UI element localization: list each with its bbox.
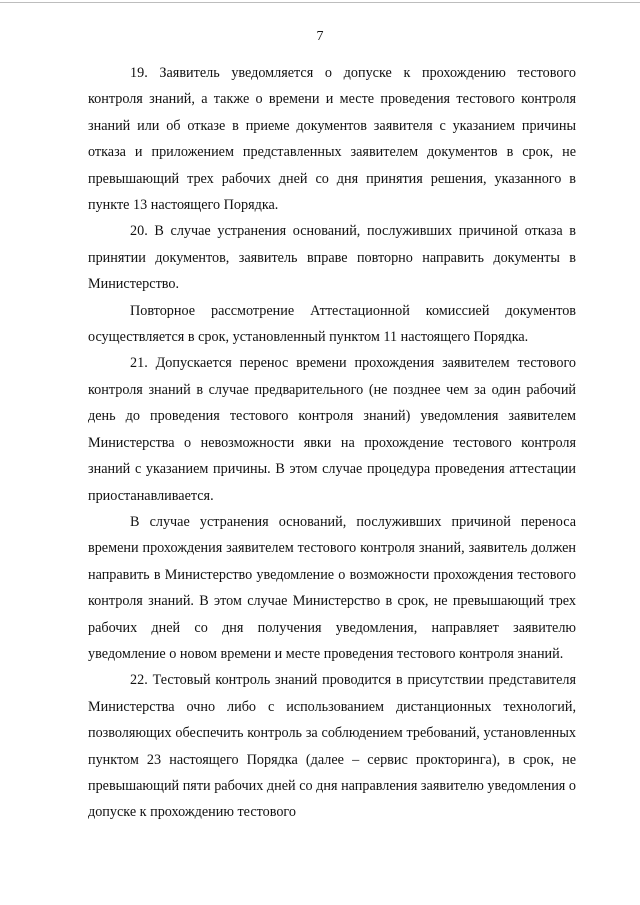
paragraph-21: 21. Допускается перенос времени прохождения заявителем тестового контроля знаний в случае предварительного (не позднее чем за один рабочий день до проведения тестового контроля знаний) уведомления заявителем Министерства о невозможности явки на прохождение тестового контроля знаний с указанием причины. В этом случае процедура проведения аттестации приостанавливается. <box>88 355 576 504</box>
paragraph-20: 20. В случае устранения оснований, послуживших причиной отказа в принятии документов, заявитель вправе повторно направить документы в Министерство. <box>88 223 576 293</box>
paragraph-20-repeat-review: Повторное рассмотрение Аттестационной комиссией документов осуществляется в срок, установленный пунктом 11 настоящего Порядка. <box>88 302 576 346</box>
paragraph-22: 22. Тестовый контроль знаний проводится в присутствии представителя Министерства очно либо с использованием дистанционных технологий, позволяющих обеспечить контроль за соблюдением требований, установленных пунктом 23 настоящего Порядка (далее – сервис прокторинга), в срок, не превышающий пяти рабочих дней со дня направления заявителю уведомления о допуске к прохождению тестового <box>88 672 576 821</box>
paragraph-19: 19. Заявитель уведомляется о допуске к прохождению тестового контроля знаний, а также о времени и месте проведения тестового контроля знаний или об отказе в приеме документов заявителя с указанием причины отказа и приложением представленных заявителем документов в срок, не превышающий трех рабочих дней со дня принятия решения, указанного в пункте 13 настоящего Порядка. <box>88 65 576 214</box>
page-top-edge <box>0 2 640 3</box>
paragraph-21-reschedule: В случае устранения оснований, послуживших причиной переноса времени прохождения заявителем тестового контроля знаний, заявитель должен направить в Министерство уведомление о возможности прохождения тестового контроля знаний. В этом случае Министерство в срок, не превышающий трех рабочих дней со дня получения уведомления, направляет заявителю уведомление о новом времени и месте проведения тестового контроля знаний. <box>88 513 576 662</box>
page-number: 7 <box>316 29 324 44</box>
document-body <box>88 60 576 826</box>
